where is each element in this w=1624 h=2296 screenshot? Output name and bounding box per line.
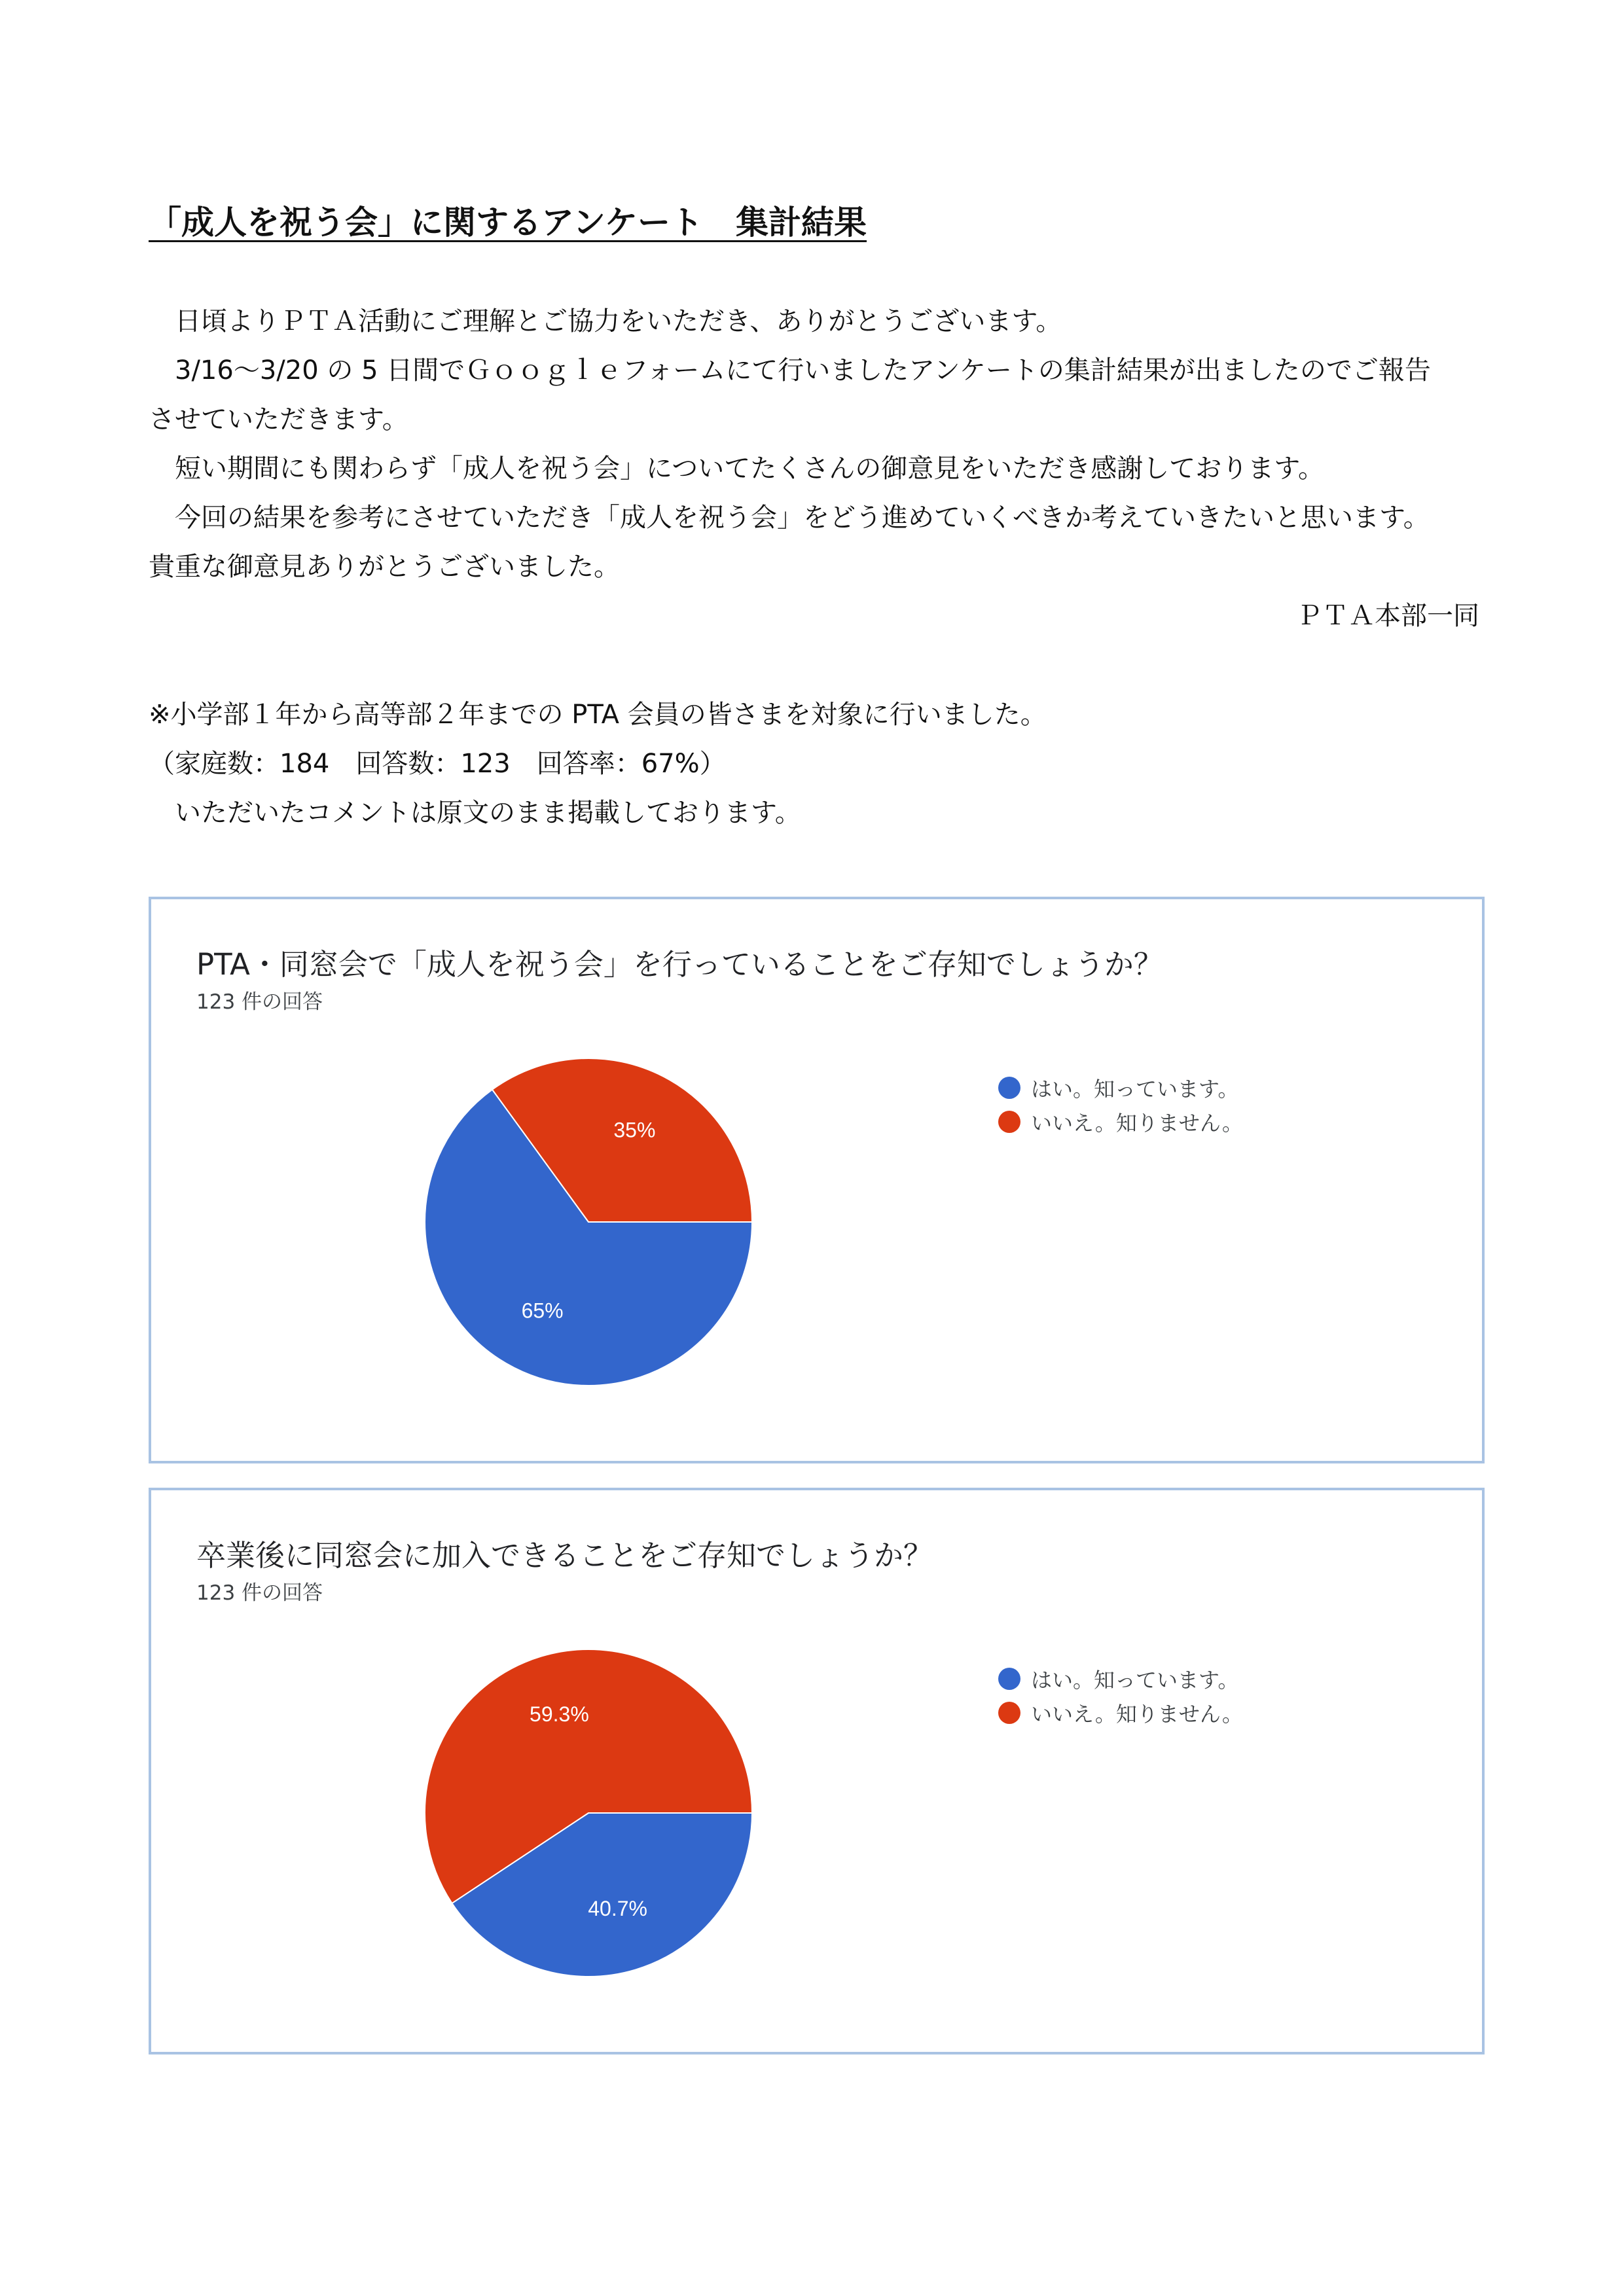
legend-label: はい。知っています。 [1031, 1668, 1239, 1693]
legend-swatch-icon [998, 1668, 1020, 1690]
pie-data-label: 59.3% [530, 1702, 589, 1727]
response-count: 123 件の回答 [196, 1581, 323, 1605]
intro-line: 日頃よりＰＴＡ活動にご理解とご協力をいただき、ありがとうございます。 [175, 306, 1062, 336]
pie-data-label: 65% [521, 1299, 564, 1323]
chart-title: PTA・同窓会で「成人を祝う会」を行っていることをご存知でしょうか？ [196, 947, 1163, 982]
pie-data-label: 35% [613, 1118, 656, 1142]
chart-legend [998, 1662, 1243, 1730]
survey-card-alumni-join [149, 1488, 1485, 2054]
legend-label: いいえ。知りません。 [1031, 1702, 1243, 1727]
legend-swatch-icon [998, 1077, 1020, 1099]
legend-item-no[interactable] [998, 1105, 1243, 1139]
intro-line: 短い期間にも関わらず「成人を祝う会」についてたくさんの御意見をいただき感謝しております。 [175, 454, 1324, 484]
response-count: 123 件の回答 [196, 990, 323, 1014]
intro-line: 貴重な御意見ありがとうございました。 [149, 552, 620, 582]
intro-text [149, 297, 1479, 641]
notes-text [149, 691, 1479, 838]
chart-title: 卒業後に同窓会に加入できることをご存知でしょうか？ [196, 1538, 933, 1573]
note-line: （家庭数：184 回答数：123 回答率：67%） [149, 749, 726, 779]
legend-item-yes[interactable] [998, 1071, 1243, 1105]
legend-swatch-icon [998, 1702, 1020, 1724]
intro-line: 今回の結果を参考にさせていただき「成人を祝う会」をどう進めていくべきか考えていきたいと思います。 [175, 503, 1430, 533]
page-title: 「成人を祝う会」に関するアンケート 集計結果 [149, 204, 867, 242]
intro-line: 3/16～3/20 の 5 日間でＧｏｏｇｌｅフォームにて行いましたアンケートの集計結果が出ましたのでご報告 [175, 355, 1431, 386]
pie-chart [425, 1058, 752, 1386]
legend-item-no[interactable] [998, 1696, 1243, 1730]
chart-legend [998, 1071, 1243, 1139]
note-line: いただいたコメントは原文のまま掲載しております。 [175, 798, 801, 828]
pie-chart [425, 1649, 752, 1977]
legend-swatch-icon [998, 1111, 1020, 1133]
legend-item-yes[interactable] [998, 1662, 1243, 1696]
intro-line: させていただきます。 [149, 404, 408, 435]
legend-label: いいえ。知りません。 [1031, 1111, 1243, 1136]
note-line: ※小学部１年から高等部２年までの PTA 会員の皆さまを対象に行いました。 [149, 700, 1047, 730]
signature: ＰＴＡ本部一同 [1296, 601, 1479, 631]
pie-data-label: 40.7% [588, 1896, 647, 1920]
legend-label: はい。知っています。 [1031, 1077, 1239, 1102]
survey-card-awareness [149, 897, 1485, 1463]
